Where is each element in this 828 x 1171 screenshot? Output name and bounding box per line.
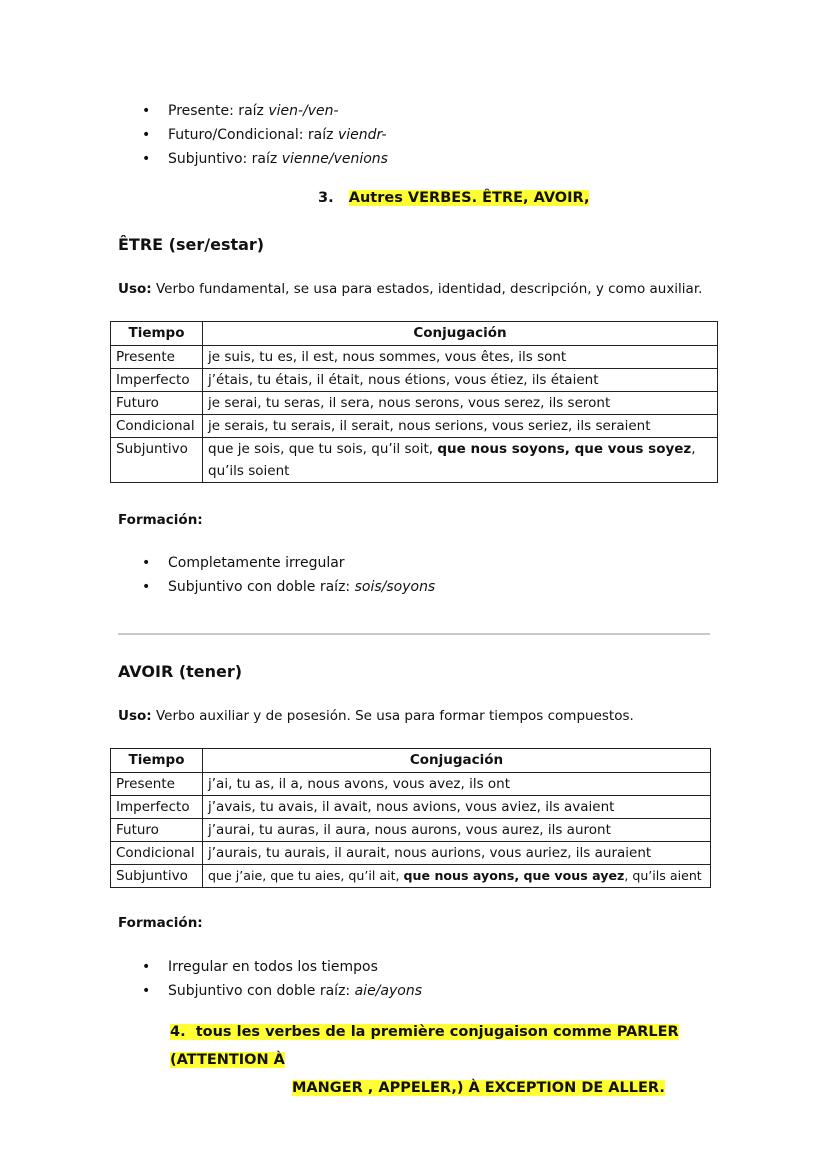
avoir-title: AVOIR (tener) (118, 662, 243, 681)
horizontal-divider (118, 633, 710, 635)
table-row: Presente j’ai, tu as, il a, nous avons, vous avez, ils ont (111, 773, 711, 796)
section-3-heading (318, 190, 589, 206)
etre-title: ÊTRE (ser/estar) (118, 235, 265, 254)
list-item: • Subjuntivo con doble raíz: aie/ayons (142, 979, 422, 1003)
list-item: • Completamente irregular (142, 551, 435, 575)
avoir-formacion-list (142, 955, 422, 1003)
etre-uso: Uso: Verbo fundamental, se usa para estados, identidad, descripción, y como auxiliar. (118, 281, 703, 297)
venir-bullets (142, 99, 388, 171)
table-header-row: Tiempo Conjugación (111, 749, 711, 773)
table-header-row: Tiempo Conjugación (111, 322, 718, 346)
table-row: Imperfecto j’étais, tu étais, il était, nous étions, vous étiez, ils étaient (111, 369, 718, 392)
table-row: Condicional j’aurais, tu aurais, il aurait, nous aurions, vous auriez, ils auraient (111, 842, 711, 865)
etre-table (110, 321, 718, 483)
list-item: • Subjuntivo: raíz vienne/venions (142, 147, 388, 171)
table-row: Imperfecto j’avais, tu avais, il avait, nous avions, vous aviez, ils avaient (111, 796, 711, 819)
list-item: • Presente: raíz vien-/ven- (142, 99, 388, 123)
etre-formacion-list (142, 551, 435, 599)
table-row: Futuro j’aurai, tu auras, il aura, nous aurons, vous aurez, ils auront (111, 819, 711, 842)
section-title: Autres VERBES. ÊTRE, AVOIR, (348, 190, 590, 206)
section-4-heading: 4. tous les verbes de la première conjugaison comme PARLER (ATTENTION À MANGER , APPELER,) À EXCEPTION DE ALLER. (170, 1024, 679, 1096)
etre-formacion-label: Formación: (118, 512, 203, 528)
list-item: • Futuro/Condicional: raíz viendr- (142, 123, 388, 147)
list-item: • Subjuntivo con doble raíz: sois/soyons (142, 575, 435, 599)
avoir-table (110, 748, 711, 888)
table-row: Futuro je serai, tu seras, il sera, nous serons, vous serez, ils seront (111, 392, 718, 415)
list-item: • Irregular en todos los tiempos (142, 955, 422, 979)
table-row: Subjuntivo que je sois, que tu sois, qu’il soit, que nous soyons, que vous soyez, qu’ils soient (111, 438, 718, 483)
avoir-uso: Uso: Verbo auxiliar y de posesión. Se usa para formar tiempos compuestos. (118, 708, 634, 724)
section-number: 3. (318, 190, 334, 206)
table-row: Presente je suis, tu es, il est, nous sommes, vous êtes, ils sont (111, 346, 718, 369)
avoir-formacion-label: Formación: (118, 915, 203, 931)
table-row: Subjuntivo que j’aie, que tu aies, qu’il ait, que nous ayons, que vous ayez, qu’ils aient (111, 865, 711, 888)
table-row: Condicional je serais, tu serais, il serait, nous serions, vous seriez, ils seraient (111, 415, 718, 438)
